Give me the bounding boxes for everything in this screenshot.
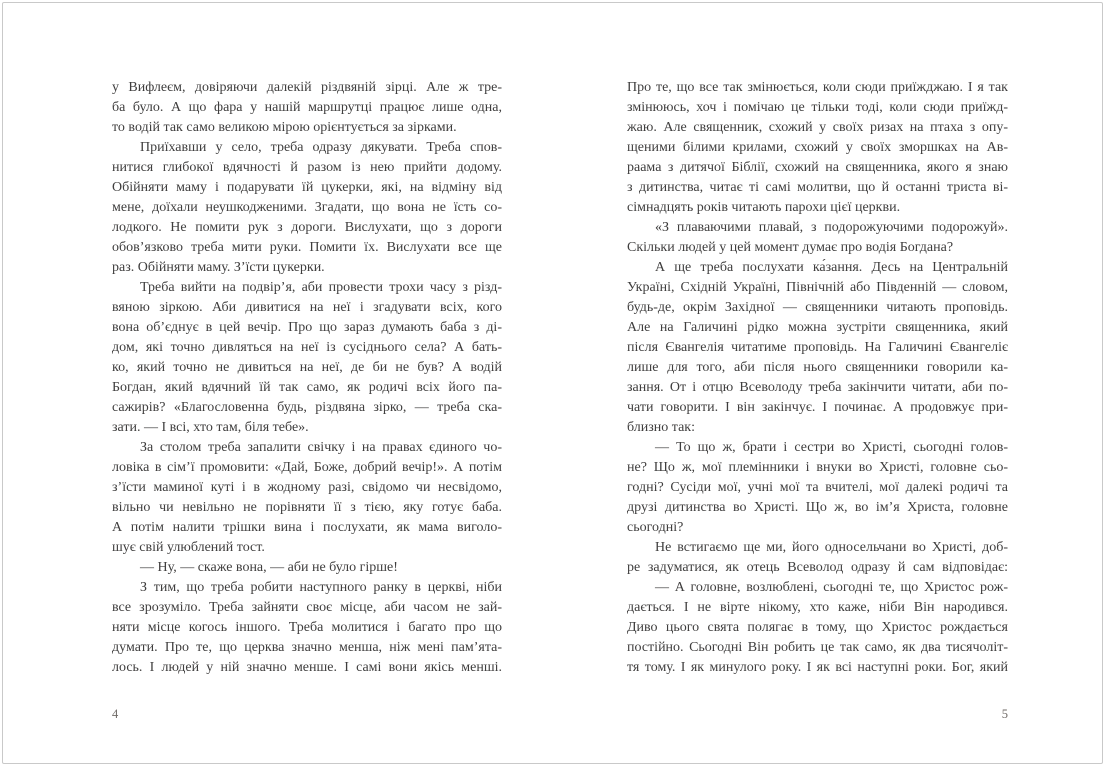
paragraph [112,578,502,678]
text-line: дом, які точно дивляться на неї із сусіднього села? А бать- [112,340,502,355]
text-line: постійно. Сьогодні Він робить це так само, як два тисячоліт- [627,640,1008,655]
text-line: лише для того, аби після нього священники говорили ка- [627,360,1008,375]
paragraph [627,578,1008,678]
paragraph [627,438,1008,538]
text-line: Україні, Східній Україні, Північній або Південній — словом, [627,280,1008,295]
text-line: нитися глибокої вдячності й разом із нею прийти додому. [112,160,502,175]
text-line: у Вифлеєм, довіряючи далекій різдвяній зірці. Але ж тре- [112,80,502,95]
text-line: жаю. Але священник, схожий у своїх ризах на птаха з опу- [627,120,1008,135]
text-line: зати. — І всі, хто там, біля тебе». [112,420,309,435]
page-left-text [112,78,502,678]
page-number-right: 5 [1001,707,1008,721]
text-line: А ще треба послухати ка́зання. Десь на Центральній [655,260,1008,275]
text-line: з’їсти маминої куті і в жодному разі, свідомо чи несвідомо, [112,480,502,495]
text-line: лодкого. Не помити рук з дороги. Вислухати, що з дороги [112,220,502,235]
page-number-left: 4 [112,707,119,721]
text-line: ре задуматися, як отець Всеволод одразу й сам відповідає: [627,560,1008,575]
text-line: Але на Галичині рідко можна зустріти священника, який [627,320,1008,335]
paragraph [627,538,1008,578]
text-line: раз. Обійняти маму. З’їсти цукерки. [112,260,325,275]
text-line: думати. Про те, що церква значно менша, ніж мені пам’ята- [112,640,502,655]
paragraph [627,258,1008,438]
text-line: раама з дитячої Біблії, схожий на священника, якого я знаю [627,160,1008,175]
text-line: тя тому. І як минулого року. І як всі наступні роки. Бог, який [627,660,1008,675]
paragraph [112,438,502,558]
paragraph [627,218,1008,258]
text-line: — Ну, — скаже вона, — аби не було гірше! [140,560,398,575]
text-line: Не встигаємо ще ми, його односельчани во Христі, доб- [655,540,1008,555]
text-line: друзі дитинства во Христі. Що ж, во ім’я Христа, головне [627,500,1008,515]
paragraph [112,138,502,278]
text-line: ловіка в сім’ї промовити: «Дай, Боже, добрий вечір!». А потім [112,460,502,475]
text-line: з дитинства, читає ті самі молитви, що й останні триста ві- [627,180,1008,195]
text-line: — То що ж, брати і сестри во Христі, сьогодні голов- [655,440,1008,455]
text-line: будь-де, окрім Західної — священники читають проповідь. [627,300,1008,315]
paragraph [112,278,502,438]
text-line: лось. І людей у ній значно менше. І самі вони якісь менші. [112,660,502,675]
text-line: вона об’єднує в цей вечір. Про що зараз думають баба з ді- [112,320,502,335]
text-line: годні? Сусіди мої, учні мої та вчителі, мої далекі родичі та [627,480,1008,495]
paragraph [112,78,502,138]
text-line: не? Що ж, мої племінники і внуки во Христі, головне сьо- [627,460,1008,475]
text-line: Диво цього свята полягає в тому, що Христос рождається [627,620,1008,635]
text-line: Обійняти маму і подарувати їй цукерки, які, на відміну від [112,180,502,195]
text-line: близно так: [627,420,695,435]
text-line: «З плаваючими плавай, з подорожуючими подорожуй». [655,220,1008,235]
text-line: няти місце когось іншого. Треба молитися і багато про що [112,620,502,635]
text-line: Богдан, який вдячний їй так само, як родичі всіх його па- [112,380,502,395]
text-line: З тим, що треба робити наступного ранку в церкві, ніби [140,580,502,595]
text-line: ко, який точно не дивиться на неї, де би не був? А водій [112,360,502,375]
text-line: вільно чи невільно не порівняти її з тією, яку готує баба. [112,500,502,515]
text-line: дається. І не вірте нікому, хто каже, ніби Він народився. [627,600,1008,615]
page-right-text [627,78,1008,678]
text-line: Про те, що все так змінюється, коли сюди приїжджаю. І я так [627,80,1008,95]
text-line: обов’язково треба мити руки. Помити їх. Вислухати все ще [112,240,502,255]
text-line: шує свій улюблений тост. [112,540,265,555]
text-line: то водій так само великою мірою орієнтується за зірками. [112,120,457,135]
text-line: Треба вийти на подвір’я, аби провести трохи часу з різд- [140,280,502,295]
text-line: чати говорити. І він закінчує. І починає. А продовжує при- [627,400,1008,415]
text-line: А потім налити трішки вина і послухати, як мама виголо- [112,520,502,535]
text-line: щеними білими крилами, схожий у своїх зморшках на Ав- [627,140,1008,155]
text-line: сьогодні? [627,520,684,535]
text-line: — А головне, возлюблені, сьогодні те, що Христос рож- [655,580,1008,595]
text-line: Скільки людей у цей момент думає про водія Богдана? [627,240,954,255]
text-line: зання. От і отцю Всеволоду треба закінчити читати, аби по- [627,380,1008,395]
paragraph [627,78,1008,218]
text-line: Приїхавши у село, треба одразу дякувати. Треба спов- [140,140,502,155]
text-line: після Євангелія читатиме проповідь. На Галичині Євангеліє [627,340,1008,355]
text-line: все зрозуміло. Треба зайняти своє місце, аби часом не зай- [112,600,502,615]
text-line: сімнадцять років читають парохи цієї церкви. [627,200,901,215]
text-line: вяною зіркою. Аби дивитися на неї і згадувати всіх, кого [112,300,502,315]
paragraph [112,558,502,578]
text-line: мене, доїхали неушкодженими. Згадати, що вона не їсть со- [112,200,502,215]
text-line: ба було. А що фара у нашій маршрутці працює лише одна, [112,100,502,115]
text-line: За столом треба запалити свічку і на правах єдиного чо- [140,440,502,455]
text-line: змінююсь, хоч і помічаю це тільки тоді, коли сюди приїжд- [627,100,1008,115]
text-line: сажирів? «Благословенна будь, різдвяна зірко, — треба ска- [112,400,502,415]
